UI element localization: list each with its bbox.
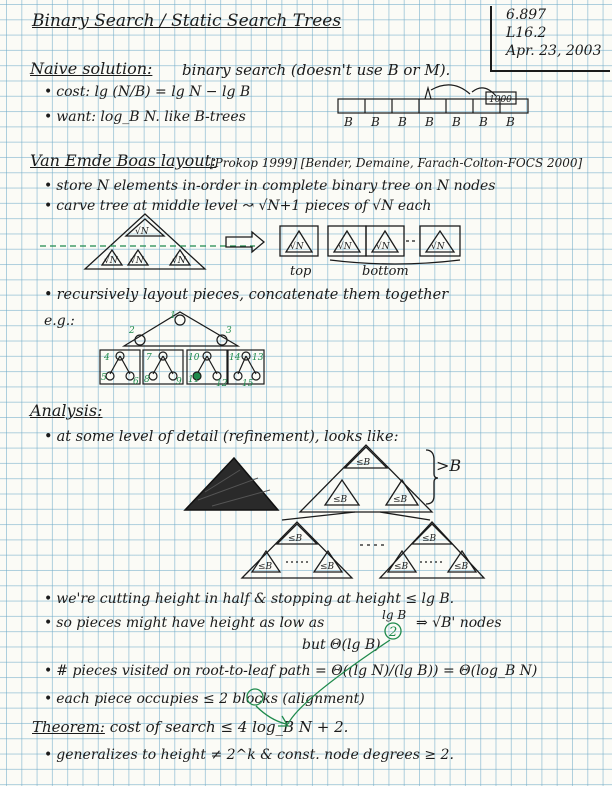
svg-text:√N: √N [135, 227, 149, 237]
cost-line: • cost: lg (N/B) = lg N − lg B [44, 83, 250, 101]
analysis-heading: Analysis: [30, 401, 103, 420]
naive-text: binary search (doesn't use B or M). [182, 61, 451, 79]
svg-text:6: 6 [133, 377, 139, 387]
svg-text:≤B: ≤B [454, 562, 469, 572]
svg-text:≤B: ≤B [394, 562, 409, 572]
svg-text:≤B: ≤B [393, 495, 408, 505]
analysis-bullet-generalizes: • generalizes to height ≠ 2^k & const. node degrees ≥ 2. [44, 746, 454, 764]
b-label: B [344, 115, 353, 129]
svg-text:5: 5 [101, 373, 107, 383]
leq-b-labels [258, 458, 469, 572]
b-label: B [452, 115, 461, 129]
analysis-bullet-detail: • at some level of detail (refinement), looks like: [44, 428, 399, 446]
array-top-label: 1000 [489, 95, 512, 105]
analysis-bullet-height: • we're cutting height in half & stopping at height ≤ lg B. [44, 590, 454, 608]
svg-text:≤B: ≤B [258, 562, 273, 572]
svg-text:11: 11 [188, 375, 200, 385]
b-label: B [371, 115, 380, 129]
svg-text:√N: √N [172, 256, 186, 266]
svg-text:7: 7 [146, 353, 152, 363]
svg-text:12: 12 [216, 379, 228, 389]
svg-text:≤B: ≤B [356, 458, 371, 468]
b-label: B [506, 115, 515, 129]
svg-text:≤B: ≤B [320, 562, 335, 572]
sqrt-b-nodes: ⇒ √B' nodes [416, 615, 502, 631]
lecture-number: L16.2 [506, 25, 547, 41]
b-label: B [398, 115, 407, 129]
bottom-label: bottom [362, 264, 409, 279]
example-tree [100, 312, 264, 384]
analysis-bullet-blocks: • each piece occupies ≤ 2 blocks (alignment) [44, 690, 365, 708]
svg-text:√N: √N [338, 242, 352, 252]
scribbled-tree-icon [185, 458, 278, 510]
svg-text:15: 15 [242, 379, 254, 389]
array-block-labels [343, 95, 515, 129]
svg-text:3: 3 [226, 326, 232, 336]
svg-text:√N: √N [376, 242, 390, 252]
veb-bullet-carve: • carve tree at middle level ↝ √N+1 pieces of √N each [44, 197, 431, 215]
svg-text:√N: √N [130, 256, 144, 266]
fraction-denominator: 2 [389, 625, 398, 640]
svg-text:9: 9 [176, 377, 182, 387]
veb-bullet-store: • store N elements in-order in complete binary tree on N nodes [44, 177, 496, 195]
analysis-bullet-path: • # pieces visited on root-to-leaf path = Θ((lg N)/(lg B)) = Θ(log_B N) [44, 662, 537, 680]
svg-text:√N: √N [104, 256, 118, 266]
b-label: B [479, 115, 488, 129]
top-label: top [290, 264, 312, 279]
course-number: 6.897 [506, 7, 547, 23]
veb-tree-diagram [40, 214, 460, 269]
svg-text:√N: √N [290, 242, 304, 252]
svg-text:4: 4 [104, 353, 110, 363]
veb-references: [Prokop 1999] [Bender, Demaine, Farach-Colton-FOCS 2000] [210, 156, 583, 170]
fraction-numerator: lg B [382, 608, 407, 622]
svg-text:10: 10 [188, 353, 200, 363]
svg-text:8: 8 [144, 375, 150, 385]
svg-text:14: 14 [229, 353, 241, 363]
theorem-line: Theorem: cost of search ≤ 4 log_B N + 2. [32, 718, 349, 736]
want-line: • want: log_B N. like B-trees [44, 108, 246, 126]
analysis-bullet-pieces: • so pieces might have height as low as [44, 614, 324, 632]
naive-heading: Naive solution: [30, 59, 153, 78]
veb-bullet-recursive: • recursively layout pieces, concatenate them together [44, 286, 448, 304]
lecture-date: Apr. 23, 2003 [506, 43, 602, 59]
page-title: Binary Search / Static Search Trees [32, 11, 342, 31]
svg-text:1: 1 [170, 311, 176, 321]
green-annotation-arrow [247, 623, 401, 726]
svg-text:≤B: ≤B [288, 534, 303, 544]
brace-label: >B [436, 456, 462, 475]
example-label: e.g.: [44, 313, 75, 329]
veb-heading: Van Emde Boas layout: [30, 151, 217, 170]
svg-text:≤B: ≤B [333, 495, 348, 505]
svg-text:≤B: ≤B [422, 534, 437, 544]
svg-text:√N: √N [431, 242, 445, 252]
svg-text:13: 13 [252, 353, 264, 363]
theta-lg-b: but Θ(lg B) [302, 637, 381, 653]
svg-text:2: 2 [129, 326, 135, 336]
b-label: B [425, 115, 434, 129]
